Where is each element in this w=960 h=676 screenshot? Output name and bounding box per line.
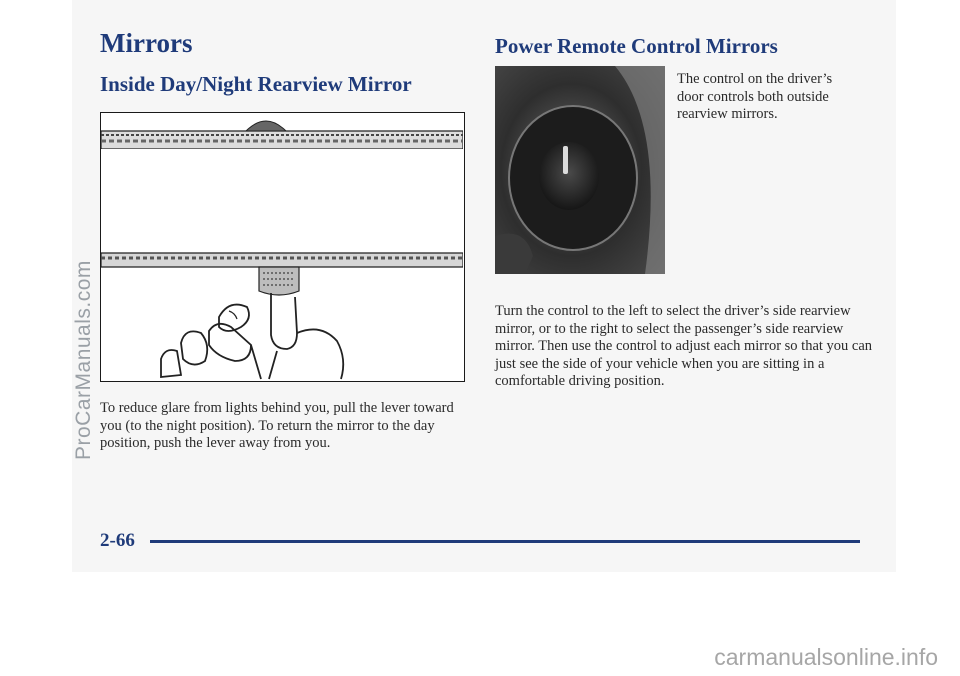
photo-caption: The control on the driver’s door controls both outside rearview mirrors. xyxy=(677,71,833,122)
side-watermark: ProCarManuals.com xyxy=(72,260,95,460)
mirror-lever-drawing xyxy=(101,113,463,380)
bottom-watermark: carmanualsonline.info xyxy=(714,644,938,670)
section-title: Mirrors xyxy=(100,28,193,58)
page-number: 2-66 xyxy=(100,530,135,551)
mirror-control-instructions: Turn the control to the left to select the driver’s side rearview mirror, or to the right to select the passenger’s side rearview mirror. Then use the control to adjust each mirror so that you can just see the side of your vehicle when you are sitting in a comfortable driving position. xyxy=(495,303,873,389)
right-heading: Power Remote Control Mirrors xyxy=(495,34,778,58)
footer-rule xyxy=(150,540,860,543)
left-heading: Inside Day/Night Rearview Mirror xyxy=(100,72,412,96)
day-night-instructions: To reduce glare from lights behind you, pull the lever toward you (to the night position). To return the mirror to the day position, push the lever away from you. xyxy=(100,400,454,451)
mirror-control-knob-photo xyxy=(495,66,665,274)
day-night-mirror-illustration xyxy=(100,112,465,382)
